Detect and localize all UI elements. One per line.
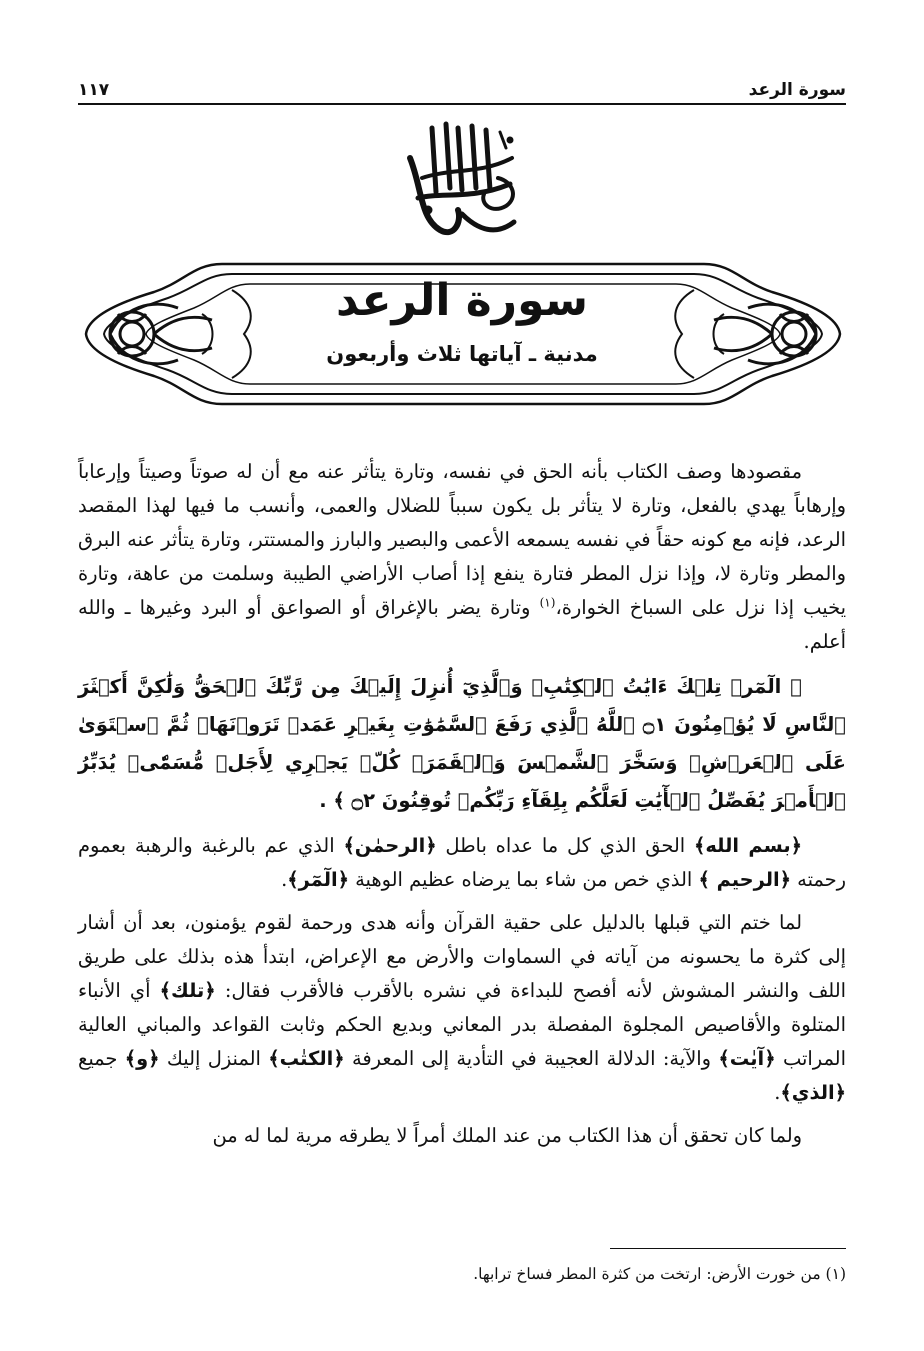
header-rule — [78, 103, 846, 105]
commentary-text: أي الأنباء المتلوة والأقاصيص المجلوة المفصلة بدر المعاني وبديع الحكم وثابت القواعد والمباني العالية المراتب — [78, 979, 846, 1070]
commentary-text: المنزل إليك — [159, 1047, 269, 1070]
closing-paragraph: ولما كان تحقق أن هذا الكتاب من عند الملك أمراً لا يطرقه مرية لما له من — [212, 1124, 802, 1147]
commentary-text: جميع — [78, 1047, 125, 1070]
commentary-text: الحق الذي كل ما عداه باطل — [436, 834, 695, 857]
footnote-rule — [610, 1248, 846, 1249]
intro-text-a: مقصودها وصف الكتاب بأنه الحق في نفسه، وتارة يتأثر عنه مع أن له صوتاً وصيتاً وإرعاباً وإرهاباً يهدي بالفعل، وتارة لا يتأثر بل يكون سبباً للضلال والعمى، وأنسب ما فيها لهذا المقصد الرعد، فإنه مع كونه حقاً في نفسه يسمعه الأعمى والبصير والبارز والمستتر، وتارة يتأثر عنه البرق والمطر وتارة لا، وإذا نزل المطر فتارة ينفع إذا أصاب الأراضي الطيبة وسلمت من عاهة، وتارة يخيب إذا نزل على السباخ الخوارة، — [78, 460, 846, 619]
bracket-term-kitab: ﴿الكتٰب﴾ — [268, 1047, 345, 1070]
running-head — [78, 70, 846, 100]
bracket-term-alif-lam-mim-ra: ﴿الٓمٓر﴾ — [287, 868, 349, 891]
page-number: ١١٧ — [78, 80, 110, 100]
intro-text-b: وتارة يضر بالإغراق أو الصواعق أو البرد وغيرها ـ والله أعلم. — [78, 596, 846, 653]
body-text — [78, 455, 846, 1153]
tilka-commentary — [78, 906, 846, 1110]
footnote: (١) من خورت الأرض: ارتخت من كثرة المطر فساخ ترابها. — [473, 1265, 846, 1283]
running-head-surah-name: سورة الرعد — [748, 80, 846, 100]
bracket-term-rahman: ﴿الرحمٰن﴾ — [343, 834, 437, 857]
quran-verses: ﴿ الٓمٓرۚ تِلۡكَ ءَايَٰتُ ٱلۡكِتَٰبِۗ وَٱلَّذِيٓ أُنزِلَ إِلَيۡكَ مِن رَّبِّكَ ٱلۡحَقُّ وَلَٰكِنَّ أَكۡثَرَ ٱلنَّاسِ لَا يُؤۡمِنُونَ ۝١ ٱللَّهُ ٱلَّذِي رَفَعَ ٱلسَّمَٰوَٰتِ بِغَيۡرِ عَمَدٖ تَرَوۡنَهَاۖ ثُمَّ ٱسۡتَوَىٰ عَلَى ٱلۡعَرۡشِۖ وَسَخَّرَ ٱلشَّمۡسَ وَٱلۡقَمَرَۖ كُلّٞ يَجۡرِي لِأَجَلٖ مُّسَمّٗىۚ يُدَبِّرُ ٱلۡأَمۡرَ يُفَصِّلُ ٱلۡأٓيَٰتِ لَعَلَّكُم بِلِقَآءِ رَبِّكُمۡ تُوقِنُونَ ۝٢ ﴾ . — [78, 675, 846, 812]
basmala-calligraphy — [392, 118, 532, 246]
intro-paragraph — [78, 455, 846, 659]
bracket-term-ayat: ﴿آيٰت﴾ — [718, 1047, 776, 1070]
bracket-term-wa: ﴿و﴾ — [124, 1047, 160, 1070]
commentary-text: . — [281, 868, 288, 891]
commentary-text: لما ختم التي قبلها بالدليل على حقية القرآن وأنه هدى ورحمة لقوم يؤمنون، بعد أن أشار إلى كثرة ما يحسونه من آياته في السماوات والأرض مع الإعراض، ابتدأ هذه بذلك على طريق اللف والنشر المشوش لأنه أفصح للبداءة في نشره بالأقرب فالأقرب فقال: — [78, 911, 846, 1002]
surah-subtitle: مدنية ـ آياتها ثلاث وأربعون — [326, 342, 598, 366]
bracket-term-bismillah: ﴿بسم الله﴾ — [694, 834, 803, 857]
basmala-commentary — [78, 829, 846, 897]
bracket-term-alladhi: ﴿الذي﴾ — [780, 1081, 846, 1104]
commentary-text: الذي عم بالرغبة والرهبة بعموم رحمته — [78, 834, 846, 891]
commentary-text: الذي خص من شاء بما يرضاه عظيم الوهية — [349, 868, 699, 891]
commentary-text: والآية: الدلالة العجيبة في التأدية إلى المعرفة — [344, 1047, 719, 1070]
bracket-term-rahim: ﴿الرحيم ﴾ — [698, 868, 792, 891]
commentary-text: . — [774, 1081, 781, 1104]
surah-title: سورة الرعد — [336, 275, 588, 326]
bracket-term-tilka: ﴿تلك﴾ — [159, 979, 216, 1002]
footnote-marker: (١) — [539, 595, 556, 610]
